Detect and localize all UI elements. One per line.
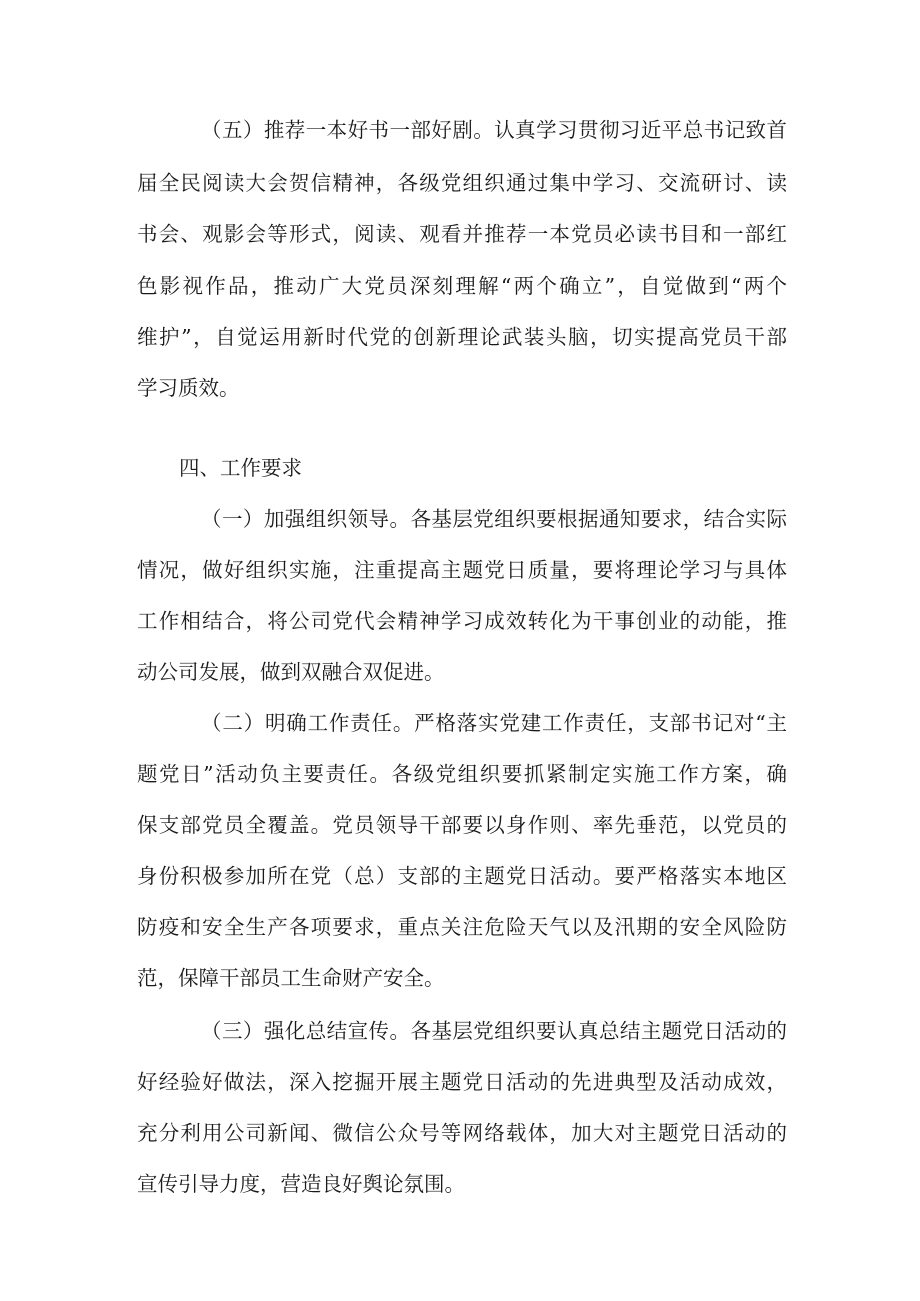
paragraph-line: 动公司发展，做到双融合双促进。	[137, 660, 445, 684]
paragraph-line: 学习质效。	[137, 376, 240, 400]
paragraph-line: 身份积极参加所在党（总）支部的主题党日活动。要严格落实本地区	[137, 864, 787, 888]
section-heading: 四、工作要求	[179, 456, 302, 480]
paragraph-line: 题党日”活动负主要责任。各级党组织要抓紧制定实施工作方案，确	[137, 762, 787, 786]
paragraph-line: （二）明确工作责任。严格落实党建工作责任，支部书记对“主	[201, 711, 787, 735]
paragraph-line: 充分利用公司新闻、微信公众号等网络载体，加大对主题党日活动的	[137, 1121, 787, 1145]
paragraph-line: 维护”，自觉运用新时代党的创新理论武装头脑，切实提高党员干部	[137, 325, 787, 349]
paragraph-line: 保支部党员全覆盖。党员领导干部要以身作则、率先垂范，以党员的	[137, 813, 787, 837]
paragraph-line: 防疫和安全生产各项要求，重点关注危险天气以及汛期的安全风险防	[137, 915, 787, 939]
paragraph-line: 色影视作品，推动广大党员深刻理解“两个确立”，自觉做到“两个	[137, 274, 787, 298]
paragraph-line: （五）推荐一本好书一部好剧。认真学习贯彻习近平总书记致首	[201, 118, 787, 142]
paragraph-line: （一）加强组织领导。各基层党组织要根据通知要求，结合实际	[201, 507, 787, 531]
paragraph-line: （三）强化总结宣传。各基层党组织要认真总结主题党日活动的	[201, 1019, 787, 1043]
paragraph-line: 情况，做好组织实施，注重提高主题党日质量，要将理论学习与具体	[137, 558, 787, 582]
paragraph-line: 工作相结合，将公司党代会精神学习成效转化为干事创业的动能，推	[137, 609, 787, 633]
paragraph-line: 范，保障干部员工生命财产安全。	[137, 966, 445, 990]
paragraph-line: 宣传引导力度，营造良好舆论氛围。	[137, 1172, 465, 1196]
paragraph-line: 届全民阅读大会贺信精神，各级党组织通过集中学习、交流研讨、读	[137, 171, 787, 195]
paragraph-line: 好经验好做法，深入挖掘开展主题党日活动的先进典型及活动成效，	[137, 1070, 787, 1094]
paragraph-line: 书会、观影会等形式，阅读、观看并推荐一本党员必读书目和一部红	[137, 222, 787, 246]
